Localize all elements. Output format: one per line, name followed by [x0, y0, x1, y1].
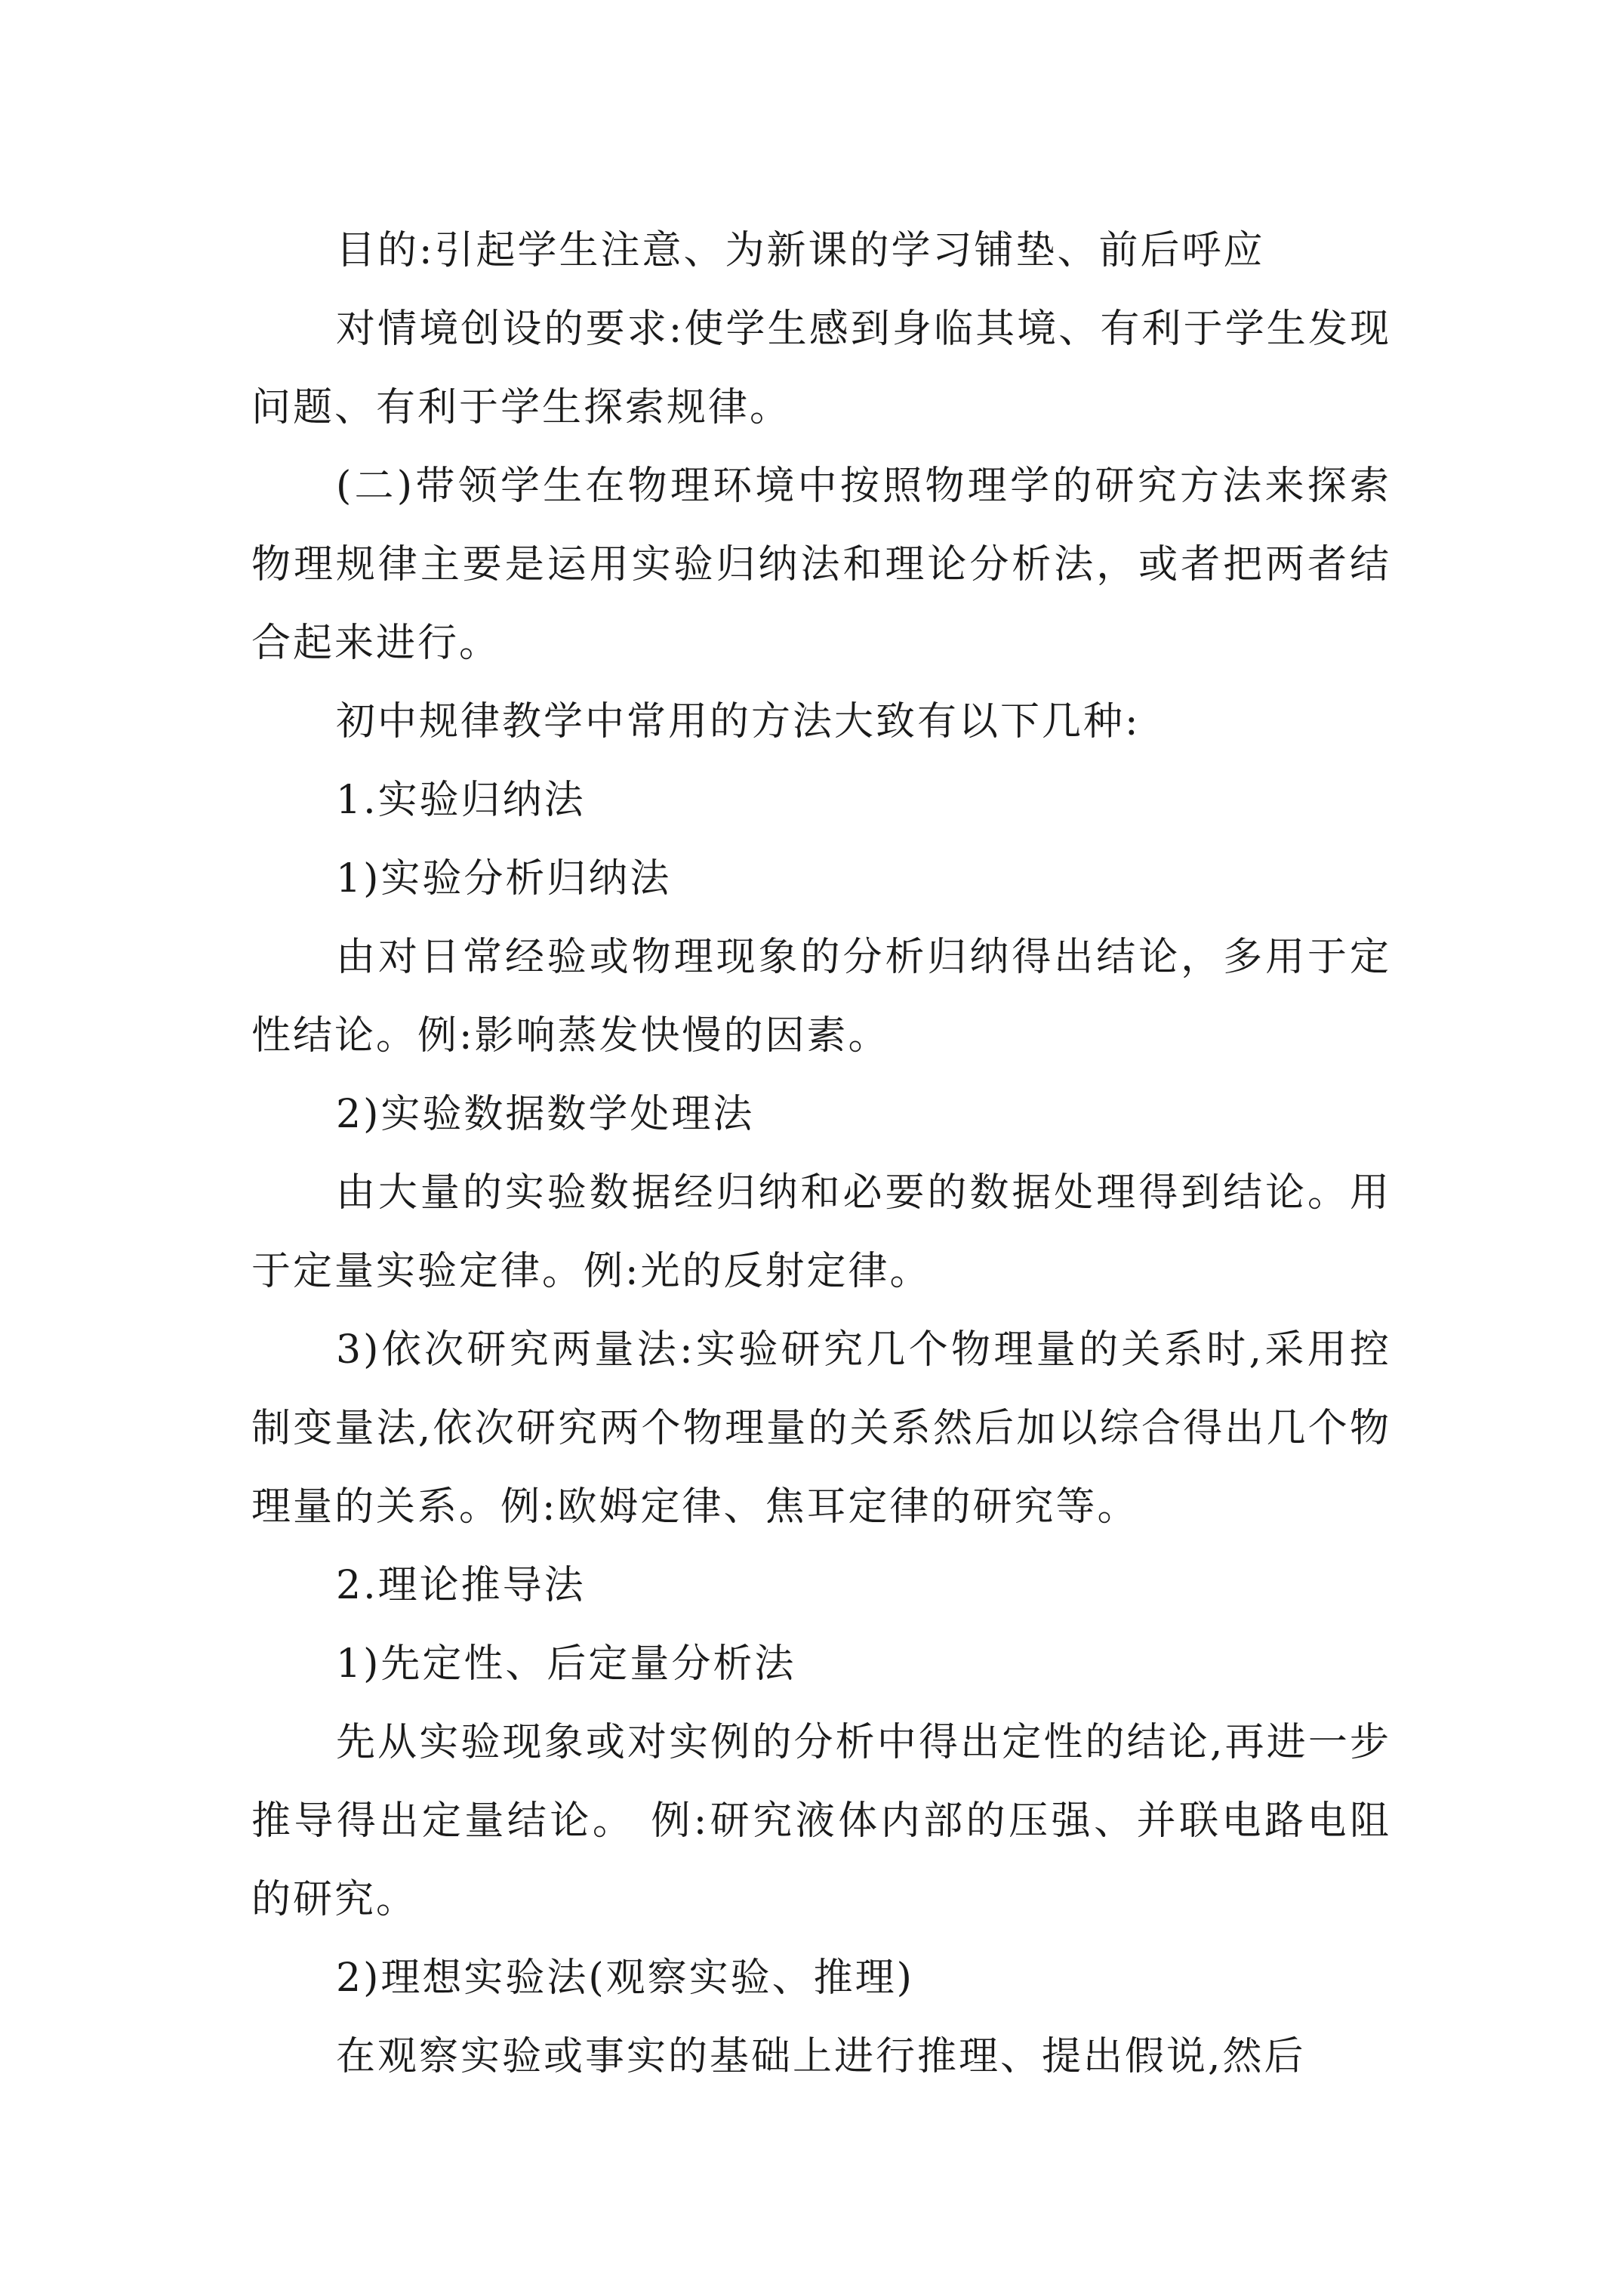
paragraph-scenario-requirements: 对情境创设的要求:使学生感到身临其境、有利于学生发现问题、有利于学生探索规律。 [251, 307, 1391, 430]
paragraph-purpose: 目的:引起学生注意、为新课的学习铺垫、前后呼应 [336, 228, 1265, 273]
subheading-experimental-analysis: 1)实验分析归纳法 [336, 856, 672, 901]
paragraph-methods-intro: 初中规律教学中常用的方法大致有以下几种: [336, 699, 1141, 744]
subheading-qualitative-quantitative: 1)先定性、后定量分析法 [336, 1641, 796, 1687]
heading-theoretical-derivation: 2.理论推导法 [336, 1563, 586, 1608]
paragraph-ideal-experiment: 在观察实验或事实的基础上进行推理、提出假说,然后 [336, 2034, 1306, 2079]
subheading-ideal-experiment: 2)理想实验法(观察实验、推理) [336, 1955, 914, 2001]
paragraph-two-quantity-method: 3)依次研究两量法:实验研究几个物理量的关系时,采用控制变量法,依次研究两个物理量的关系然后加以综合得出几个物理量的关系。例:欧姆定律、焦耳定律的研究等。 [251, 1327, 1391, 1530]
document-body [251, 211, 1391, 2096]
paragraph-experimental-analysis: 由对日常经验或物理现象的分析归纳得出结论，多用于定性结论。例:影响蒸发快慢的因素。 [251, 935, 1391, 1059]
paragraph-section-two: (二)带领学生在物理环境中按照物理学的研究方法来探索物理规律主要是运用实验归纳法和理论分析法，或者把两者结合起来进行。 [251, 464, 1391, 666]
paragraph-qualitative-quantitative: 先从实验现象或对实例的分析中得出定性的结论,再进一步推导得出定量结论。 例:研究液体内部的压强、并联电路电阻的研究。 [251, 1720, 1391, 1922]
paragraph-data-processing: 由大量的实验数据经归纳和必要的数据处理得到结论。用于定量实验定律。例:光的反射定律。 [251, 1170, 1391, 1294]
heading-experimental-induction: 1.实验归纳法 [336, 778, 586, 823]
subheading-data-processing: 2)实验数据数学处理法 [336, 1092, 755, 1137]
